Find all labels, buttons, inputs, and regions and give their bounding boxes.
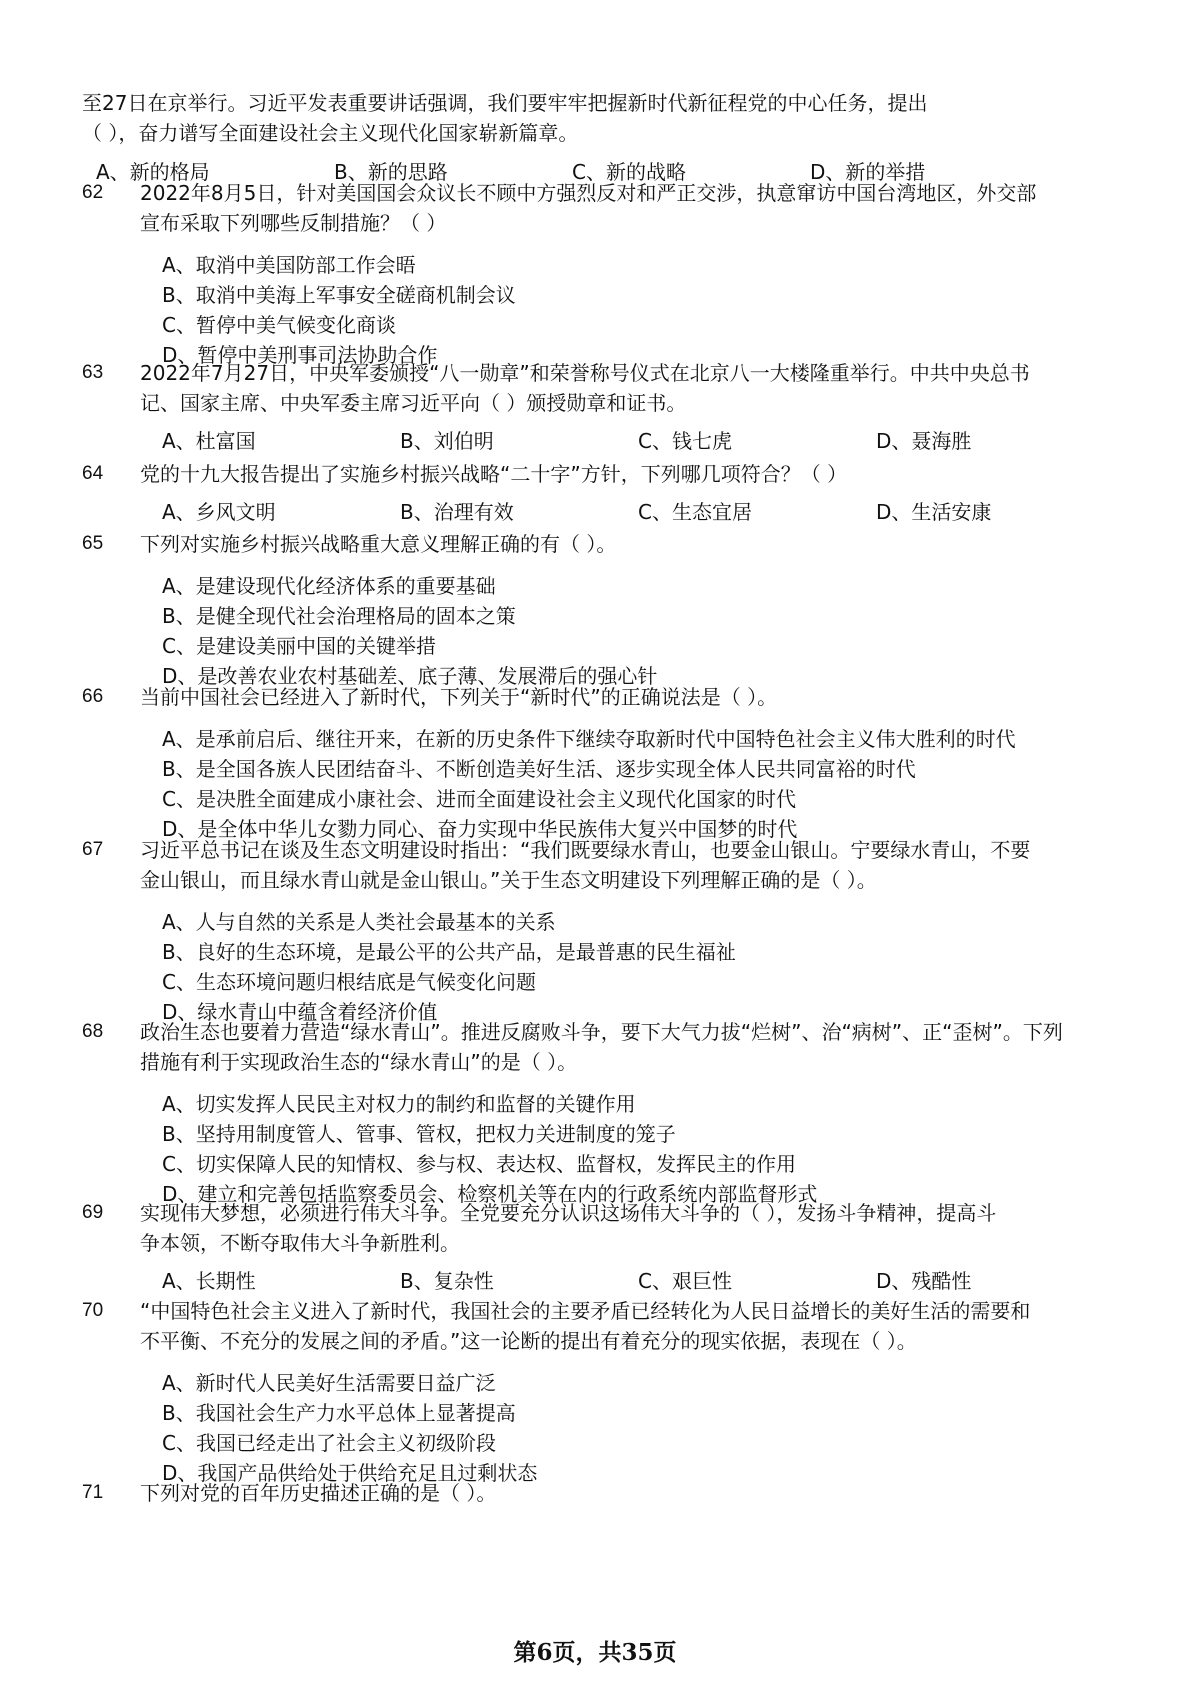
option-b: B、复杂性 bbox=[400, 1269, 494, 1293]
question-number: 67 bbox=[82, 839, 104, 860]
stem-line: （ ），奋力谱写全面建设社会主义现代化国家崭新篇章。 bbox=[82, 121, 579, 145]
stem-line: 党的十九大报告提出了实施乡村振兴战略“二十字”方针，下列哪几项符合？（ ） bbox=[140, 462, 848, 486]
question-number: 71 bbox=[82, 1482, 104, 1503]
question-70 bbox=[82, 1296, 1102, 1488]
option-a: A、是建设现代化经济体系的重要基础 bbox=[162, 574, 496, 598]
option-d: D、聂海胜 bbox=[876, 429, 972, 453]
option-d: D、新的举措 bbox=[810, 160, 926, 184]
stem-line: 下列对党的百年历史描述正确的是（ ）。 bbox=[140, 1481, 497, 1505]
stem-line: 实现伟大梦想，必须进行伟大斗争。全党要充分认识这场伟大斗争的（ ），发扬斗争精神，提高斗 bbox=[140, 1201, 997, 1225]
stem-line: 习近平总书记在谈及生态文明建设时指出：“我们既要绿水青山，也要金山银山。宁要绿水青山，不要 bbox=[140, 838, 1031, 862]
option-b: B、新的思路 bbox=[334, 160, 448, 184]
page-number-footer: 第6页，共35页 bbox=[513, 1639, 677, 1666]
option-c: C、是建设美丽中国的关键举措 bbox=[162, 634, 436, 658]
question-61-continuation bbox=[82, 88, 1102, 186]
option-a: A、是承前启后、继往开来，在新的历史条件下继续夺取新时代中国特色社会主义伟大胜利的时代 bbox=[162, 727, 1016, 751]
option-d: D、是全体中华儿女勠力同心、奋力实现中华民族伟大复兴中国梦的时代 bbox=[162, 817, 798, 841]
option-d: D、建立和完善包括监察委员会、检察机关等在内的行政系统内部监督形式 bbox=[162, 1182, 818, 1206]
option-a: A、新时代人民美好生活需要日益广泛 bbox=[162, 1371, 496, 1395]
option-a: A、新的格局 bbox=[96, 160, 210, 184]
option-a: A、乡风文明 bbox=[162, 500, 276, 524]
question-number: 70 bbox=[82, 1300, 104, 1321]
question-64 bbox=[82, 459, 1102, 526]
option-b: B、我国社会生产力水平总体上显著提高 bbox=[162, 1401, 516, 1425]
question-69 bbox=[82, 1198, 1102, 1295]
option-a: A、切实发挥人民民主对权力的制约和监督的关键作用 bbox=[162, 1092, 636, 1116]
option-b: B、取消中美海上军事安全磋商机制会议 bbox=[162, 283, 516, 307]
question-number: 69 bbox=[82, 1202, 104, 1223]
option-d: D、残酷性 bbox=[876, 1269, 972, 1293]
option-c: C、生态宜居 bbox=[638, 500, 752, 524]
options-row bbox=[162, 498, 1102, 526]
stem-line: 不平衡、不充分的发展之间的矛盾。”这一论断的提出有着充分的现实依据，表现在（ ）。 bbox=[140, 1329, 917, 1353]
stem-line: 至27日在京举行。习近平发表重要讲话强调，我们要牢牢把握新时代新征程党的中心任务，提出 bbox=[82, 91, 928, 115]
stem-line: 当前中国社会已经进入了新时代，下列关于“新时代”的正确说法是（ ）。 bbox=[140, 685, 778, 709]
option-c: C、艰巨性 bbox=[638, 1269, 732, 1293]
stem-line: 金山银山，而且绿水青山就是金山银山。”关于生态文明建设下列理解正确的是（ ）。 bbox=[140, 868, 877, 892]
question-number: 62 bbox=[82, 182, 104, 203]
option-c: C、生态环境问题归根结底是气候变化问题 bbox=[162, 970, 536, 994]
question-71 bbox=[82, 1478, 1102, 1508]
option-d: D、暂停中美刑事司法协助合作 bbox=[162, 343, 438, 367]
option-c: C、新的战略 bbox=[572, 160, 686, 184]
option-a: A、长期性 bbox=[162, 1269, 256, 1293]
option-c: C、切实保障人民的知情权、参与权、表达权、监督权，发挥民主的作用 bbox=[162, 1152, 796, 1176]
option-a: A、人与自然的关系是人类社会最基本的关系 bbox=[162, 910, 556, 934]
question-number: 64 bbox=[82, 463, 104, 484]
option-c: C、钱七虎 bbox=[638, 429, 732, 453]
question-66 bbox=[82, 682, 1102, 844]
option-d: D、生活安康 bbox=[876, 500, 992, 524]
option-c: C、是决胜全面建成小康社会、进而全面建设社会主义现代化国家的时代 bbox=[162, 787, 796, 811]
stem-line: 措施有利于实现政治生态的“绿水青山”的是（ ）。 bbox=[140, 1050, 578, 1074]
options-row bbox=[162, 427, 1102, 455]
question-number: 65 bbox=[82, 533, 104, 554]
stem-line: “中国特色社会主义进入了新时代，我国社会的主要矛盾已经转化为人民日益增长的美好生活的需要和 bbox=[140, 1299, 1031, 1323]
option-d: D、我国产品供给处于供给充足且过剩状态 bbox=[162, 1461, 538, 1485]
stem-line: 2022年8月5日，针对美国国会众议长不顾中方强烈反对和严正交涉，执意窜访中国台湾地区，外交部 bbox=[140, 181, 1037, 205]
question-63 bbox=[82, 358, 1102, 455]
option-b: B、是全国各族人民团结奋斗、不断创造美好生活、逐步实现全体人民共同富裕的时代 bbox=[162, 757, 916, 781]
stem-line: 2022年7月27日，中央军委颁授“八一勋章”和荣誉称号仪式在北京八一大楼隆重举行。中共中央总书 bbox=[140, 361, 1030, 385]
option-c: C、暂停中美气候变化商谈 bbox=[162, 313, 396, 337]
option-a: A、取消中美国防部工作会晤 bbox=[162, 253, 416, 277]
stem-line: 争本领，不断夺取伟大斗争新胜利。 bbox=[140, 1231, 460, 1255]
question-number: 63 bbox=[82, 362, 104, 383]
options-row bbox=[162, 1267, 1102, 1295]
option-c: C、我国已经走出了社会主义初级阶段 bbox=[162, 1431, 496, 1455]
question-67 bbox=[82, 835, 1102, 1027]
option-b: B、坚持用制度管人、管事、管权，把权力关进制度的笼子 bbox=[162, 1122, 676, 1146]
option-d: D、绿水青山中蕴含着经济价值 bbox=[162, 1000, 438, 1024]
question-65 bbox=[82, 529, 1102, 691]
question-number: 66 bbox=[82, 686, 104, 707]
stem-line: 记、国家主席、中央军委主席习近平向（ ）颁授勋章和证书。 bbox=[140, 391, 687, 415]
option-b: B、良好的生态环境，是最公平的公共产品，是最普惠的民生福祉 bbox=[162, 940, 736, 964]
question-68 bbox=[82, 1017, 1102, 1209]
option-d: D、是改善农业农村基础差、底子薄、发展滞后的强心针 bbox=[162, 664, 658, 688]
option-b: B、刘伯明 bbox=[400, 429, 494, 453]
stem-line: 政治生态也要着力营造“绿水青山”。推进反腐败斗争，要下大气力拔“烂树”、治“病树”、正“歪树”。下列 bbox=[140, 1020, 1063, 1044]
question-number: 68 bbox=[82, 1021, 104, 1042]
option-b: B、治理有效 bbox=[400, 500, 514, 524]
question-62 bbox=[82, 178, 1102, 370]
option-b: B、是健全现代社会治理格局的固本之策 bbox=[162, 604, 516, 628]
stem-line: 下列对实施乡村振兴战略重大意义理解正确的有（ ）。 bbox=[140, 532, 617, 556]
stem-line: 宣布采取下列哪些反制措施？（ ） bbox=[140, 211, 447, 235]
option-a: A、杜富国 bbox=[162, 429, 256, 453]
